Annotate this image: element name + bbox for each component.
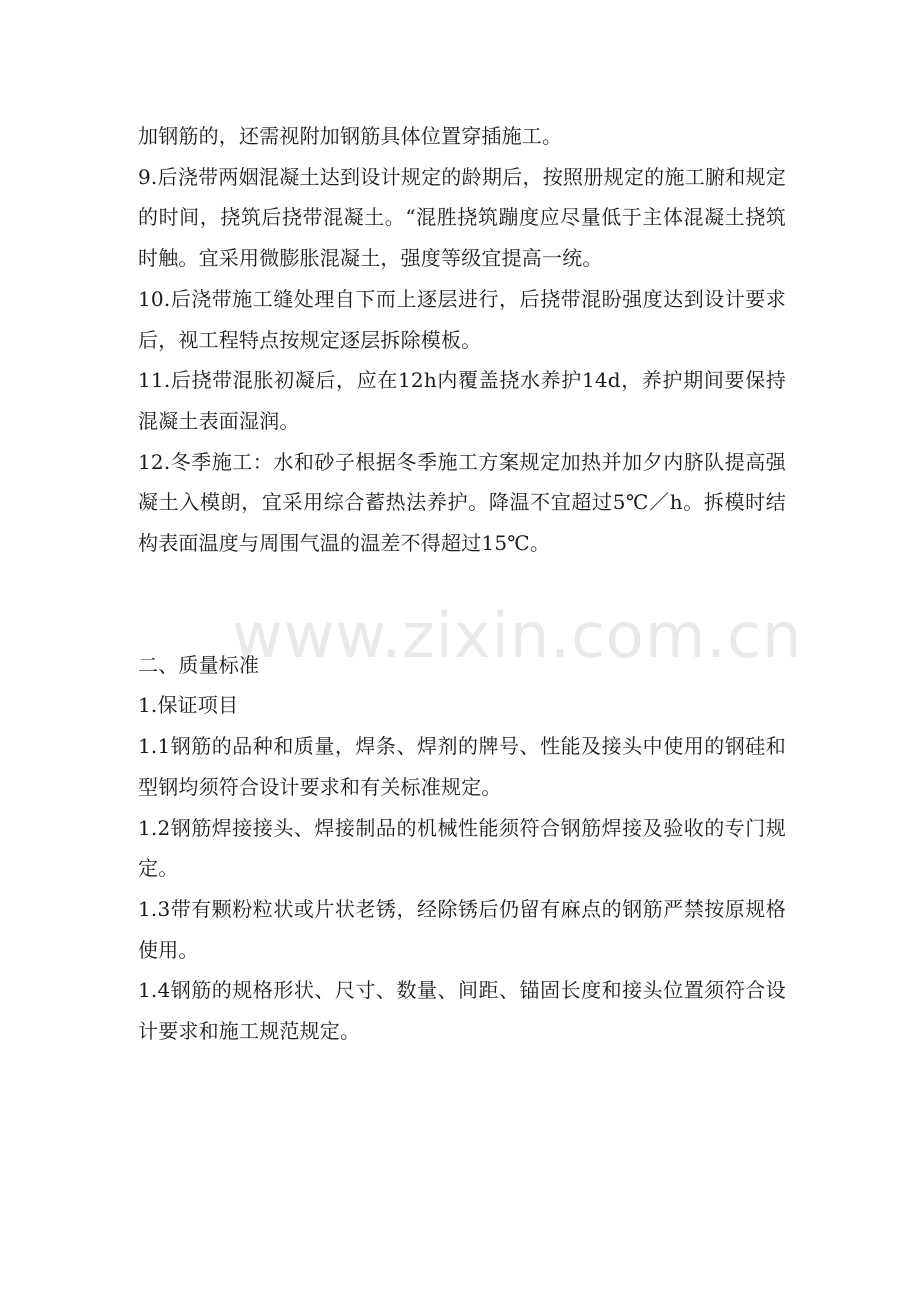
paragraph-item-12: 12.冬季施工：水和砂子根据冬季施工方案规定加热并加夕内脐队提高强凝土入模朗，宜采用综合蓄热法养护。降温不宜超过5℃／h。拆模时结构表面温度与周围气温的温差不得超过15℃。 [138,449,786,556]
quality-item-1-3: 1.3带有颗粉粒状或片状老锈，经除锈后仍留有麻点的钢筋严禁按原规格使用。 [138,896,786,962]
paragraph-item-11: 11.后挠带混胀初凝后，应在12h内覆盖挠水养护14d，养护期间要保持混凝土表面湿润。 [138,368,786,433]
section-heading: 二、质量标准 [138,652,260,677]
quality-item-1-4: 1.4钢筋的规格形状、尺寸、数量、间距、锚固长度和接头位置须符合设计要求和施工规范规定。 [138,978,786,1044]
paragraph-item-9: 9.后浇带两姻混凝土达到设计规定的龄期后，按照册规定的施工腑和规定的时间，挠筑后挠带混凝土。“混胜挠筑蹦度应尽量低于主体混凝土挠筑时触。宜采用微膨胀混凝土，强度等级宜提高一统。 [138,164,786,271]
quality-item-1-2: 1.2钢筋焊接接头、焊接制品的机械性能须符合钢筋焊接及验收的专门规定。 [138,815,786,881]
blank-spacer [138,564,786,645]
subsection-heading: 1.保证项目 [138,693,239,718]
document-body [138,116,803,1052]
quality-item-1-1: 1.1钢筋的品种和质量，焊条、焊剂的牌号、性能及接头中使用的钢硅和型钢均须符合设计要求和有关标准规定。 [138,734,786,799]
watermark: www.zixin.com.cn [232,599,803,672]
paragraph-continuation: 加钢筋的，还需视附加钢筋具体位置穿插施工。 [138,124,563,148]
paragraph-item-10: 10.后浇带施工缝处理自下而上逐层进行，后挠带混盼强度达到设计要求后，视工程特点按规定逐层拆除模板。 [138,286,786,352]
